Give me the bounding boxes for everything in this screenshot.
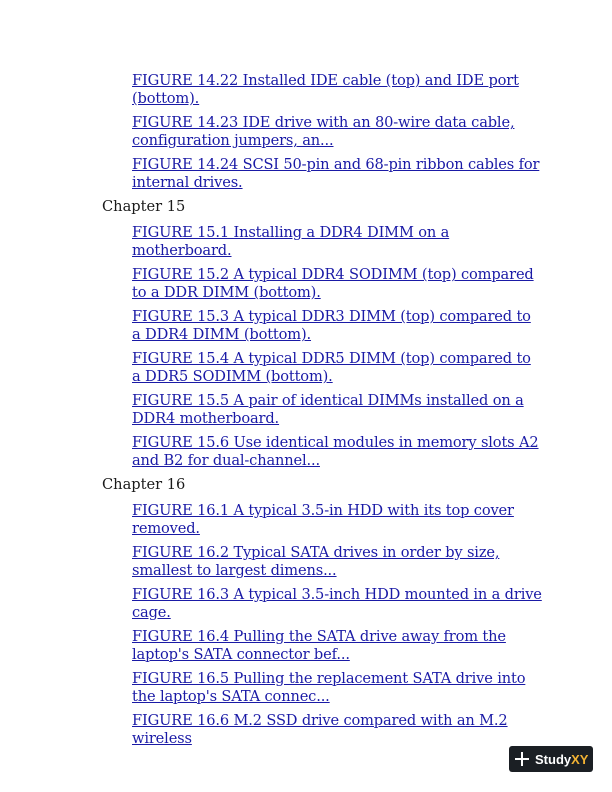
figure-link-14-22[interactable]: FIGURE 14.22 Installed IDE cable (top) and IDE port (bottom). xyxy=(132,72,519,107)
brand-main: Study xyxy=(535,751,572,767)
studyxy-badge[interactable] xyxy=(509,746,593,772)
figure-link-15-2[interactable]: FIGURE 15.2 A typical DDR4 SODIMM (top) compared to a DDR DIMM (bottom). xyxy=(132,266,534,301)
chapter-heading-15: Chapter 15 xyxy=(102,198,186,215)
figure-link-14-24[interactable]: FIGURE 14.24 SCSI 50-pin and 68-pin ribbon cables for internal drives. xyxy=(132,156,540,191)
figure-link-16-2[interactable]: FIGURE 16.2 Typical SATA drives in order by size, smallest to largest dimens... xyxy=(132,544,500,579)
figure-link-15-5[interactable]: FIGURE 15.5 A pair of identical DIMMs installed on a DDR4 motherboard. xyxy=(132,392,524,427)
chapter-heading-16: Chapter 16 xyxy=(102,476,186,493)
figure-link-16-5[interactable]: FIGURE 16.5 Pulling the replacement SATA drive into the laptop's SATA connec... xyxy=(132,670,526,705)
figure-link-16-6[interactable]: FIGURE 16.6 M.2 SSD drive compared with an M.2 wireless xyxy=(132,712,508,747)
plus-icon xyxy=(515,752,529,766)
figure-link-15-1[interactable]: FIGURE 15.1 Installing a DDR4 DIMM on a motherboard. xyxy=(132,224,450,259)
figure-link-14-23[interactable]: FIGURE 14.23 IDE drive with an 80-wire data cable, configuration jumpers, an... xyxy=(132,114,515,149)
figure-link-15-4[interactable]: FIGURE 15.4 A typical DDR5 DIMM (top) compared to a DDR5 SODIMM (bottom). xyxy=(132,350,531,385)
brand-accent: XY xyxy=(571,751,589,767)
figure-link-16-3[interactable]: FIGURE 16.3 A typical 3.5-inch HDD mounted in a drive cage. xyxy=(132,586,542,621)
figure-link-15-3[interactable]: FIGURE 15.3 A typical DDR3 DIMM (top) compared to a DDR4 DIMM (bottom). xyxy=(132,308,531,343)
figure-link-15-6[interactable]: FIGURE 15.6 Use identical modules in memory slots A2 and B2 for dual-channel... xyxy=(132,434,539,469)
figure-list xyxy=(102,72,542,754)
figure-link-16-1[interactable]: FIGURE 16.1 A typical 3.5-in HDD with its top cover removed. xyxy=(132,502,514,537)
figure-link-16-4[interactable]: FIGURE 16.4 Pulling the SATA drive away from the laptop's SATA connector bef... xyxy=(132,628,506,663)
